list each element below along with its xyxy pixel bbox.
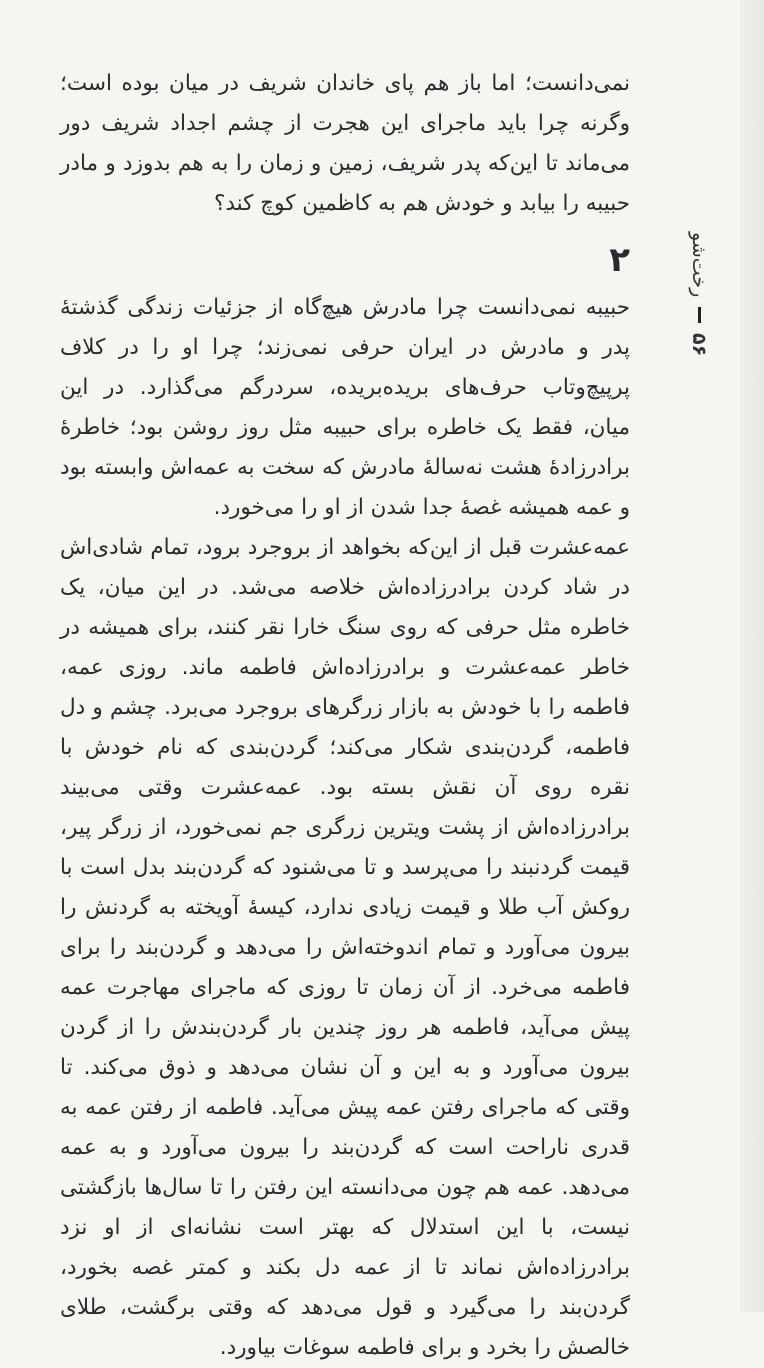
paragraph-1: حبیبه نمی‌دانست چرا مادرش هیچ‌گاه از جزئیات زندگی گذشتهٔ پدر و مادرش در ایران حرفی نمی‌زند؛ چرا او را در کلاف پرپیچ‌وتاب حرف‌های بریده‌بریده، سردرگم می‌گذارد. در این میان، فقط یک خاطره برای حبیبه مثل روز روشن بود؛ خاطرهٔ برادرزادهٔ هشت نه‌سالهٔ مادرش که سخت به عمه‌اش وابسته بود و عمه همیشه غصهٔ جدا شدن از او را می‌خورد. bbox=[60, 295, 630, 520]
page-number: ۵۶ bbox=[688, 333, 710, 357]
intro-paragraph: نمی‌دانست؛ اما باز هم پای خاندان شریف در میان بوده است؛ وگرنه چرا باید ماجرای این هجرت از چشم اجداد شریف دور می‌ماند تا این‌که پدر شریف، زمین و زمان را به هم بدوزد و مادر حبیبه را بیابد و خودش هم به کاظمین کوچ کند؟ bbox=[60, 71, 630, 216]
body-text bbox=[60, 64, 630, 1368]
paragraph-2: عمه‌عشرت قبل از این‌که بخواهد از بروجرد برود، تمام شادی‌اش در شاد کردن برادرزاده‌اش خلاصه می‌شد. در این میان، یک خاطره مثل حرفی که روی سنگ خارا نقر کنند، برای همیشه در خاطر عمه‌عشرت و برادرزاده‌اش فاطمه ماند. روزی عمه، فاطمه را با خودش به بازار زرگرهای بروجرد می‌برد. چشم و دل فاطمه، گردن‌بندی شکار می‌کند؛ گردن‌بندی که نام خودش با نقره روی آن نقش بسته بود. عمه‌عشرت وقتی می‌بیند برادرزاده‌اش از پشت ویترین زرگری جم نمی‌خورد، از زرگر پیر، قیمت گردنبند را می‌پرسد و تا می‌شنود که گردن‌بند بدل است با روکش آب طلا و قیمت زیادی ندارد، کیسهٔ آویخته به گردنش را بیرون می‌آورد و تمام اندوخته‌اش را می‌دهد و گردن‌بند را برای فاطمه می‌خرد. از آن زمان تا روزی که ماجرای مهاجرت عمه پیش می‌آید، فاطمه هر روز چندین بار گردن‌بندش را از گردن بیرون می‌آورد و به این و آن نشان می‌دهد و ذوق می‌کند. تا وقتی که ماجرای رفتن عمه پیش می‌آید. فاطمه از رفتن عمه به قدری ناراحت است که گردن‌بند را بیرون می‌آورد و به عمه می‌دهد. عمه هم چون می‌دانسته این رفتن را تا سال‌ها بازگشتی نیست، با این استدلال که بهتر است نشانه‌ای از او نزد برادرزاده‌اش نماند تا از عمه دل بکند و کمتر غصه بخورد، گردن‌بند را می‌گیرد و قول می‌دهد که وقتی برگشت، طلای خالصش را بخرد و برای فاطمه سوغات بیاورد. bbox=[60, 535, 630, 1360]
section-number: ۲ bbox=[609, 240, 630, 280]
running-head bbox=[688, 232, 710, 357]
page-edge bbox=[740, 0, 764, 1312]
running-head-divider bbox=[698, 307, 701, 323]
running-head-title: رخت‌شو bbox=[688, 232, 710, 298]
